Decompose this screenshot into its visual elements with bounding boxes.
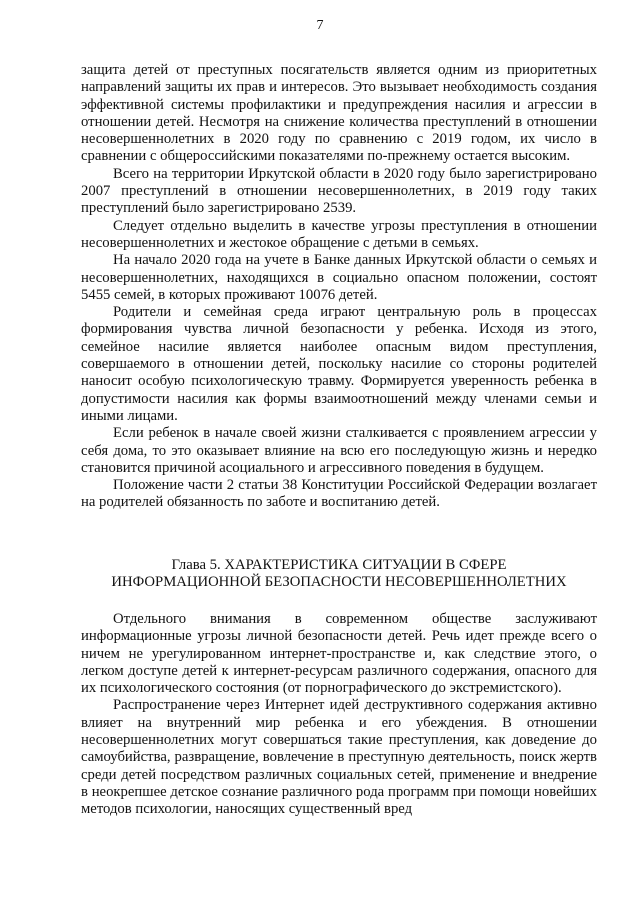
paragraph: Родители и семейная среда играют центральную роль в процессах формирования чувства личной безопасности у ребенка. Исходя из этого, семейное насилие является наиболее опасным видом преступления, совершаемого в отношении детей, поскольку насилие со стороны родителей наносит особую психологическую травму. Формируется уверенность ребенка в допустимости насилия как формы взаимоотношений между членами семьи и иными лицами. bbox=[81, 304, 597, 424]
paragraph: Распространение через Интернет идей деструктивного содержания активно влияет на внутренний мир ребенка и его убеждения. В отношении несовершеннолетних могут совершаться такие преступления, как доведение до самоубийства, развращение, вовлечение в преступную деятельность, поиск жертв среди детей посредством различных социальных сетей, применение и внедрение в неокрепшее детское сознание различного рода программ при помощи новейших методов психологии, наносящих существенный вред bbox=[81, 697, 597, 818]
page-number: 7 bbox=[316, 18, 324, 33]
chapter-heading bbox=[81, 557, 597, 592]
chapter-heading-line-1: Глава 5. ХАРАКТЕРИСТИКА СИТУАЦИИ В СФЕРЕ bbox=[171, 557, 507, 573]
body-text-bottom bbox=[81, 611, 597, 819]
paragraph: Следует отдельно выделить в качестве угрозы преступления в отношении несовершеннолетних и жестокое обращение с детьми в семьях. bbox=[81, 217, 597, 251]
paragraph: На начало 2020 года на учете в Банке данных Иркутской области о семьях и несовершеннолетних, находящихся в социально опасном положении, состоят 5455 семей, в которых проживают 10076 детей. bbox=[81, 252, 597, 303]
chapter-heading-line-2: ИНФОРМАЦИОННОЙ БЕЗОПАСНОСТИ НЕСОВЕРШЕННОЛЕТНИХ bbox=[111, 574, 567, 591]
paragraph: Положение части 2 статьи 38 Конституции Российской Федерации возлагает на родителей обязанность по заботе и воспитанию детей. bbox=[81, 477, 597, 511]
paragraph: Если ребенок в начале своей жизни сталкивается с проявлением агрессии у себя дома, то это оказывает влияние на всю его последующую жизнь и нередко становится причиной асоциального и агрессивного поведения в будущем. bbox=[81, 425, 597, 476]
paragraph: защита детей от преступных посягательств является одним из приоритетных направлений защиты их прав и интересов. Это вызывает необходимость создания эффективной системы профилактики и предупреждения насилия и агрессии в отношении детей. Несмотря на снижение количества преступлений в отношении несовершеннолетних в 2020 году по сравнению с 2019 годом, их число в сравнении с общероссийскими показателями по-прежнему остается высоким. bbox=[81, 62, 597, 165]
body-text-top bbox=[81, 62, 597, 512]
paragraph: Отдельного внимания в современном обществе заслуживают информационные угрозы личной безопасности детей. Речь идет прежде всего о ничем не урегулированном интернет-пространстве и, как следствие этого, о легком доступе детей к интернет-ресурсам различного содержания, опасного для их психологического состояния (от порнографического до экстремистского). bbox=[81, 611, 597, 697]
paragraph: Всего на территории Иркутской области в 2020 году было зарегистрировано 2007 преступлений в отношении несовершеннолетних, в 2019 году таких преступлений было зарегистрировано 2539. bbox=[81, 165, 597, 217]
